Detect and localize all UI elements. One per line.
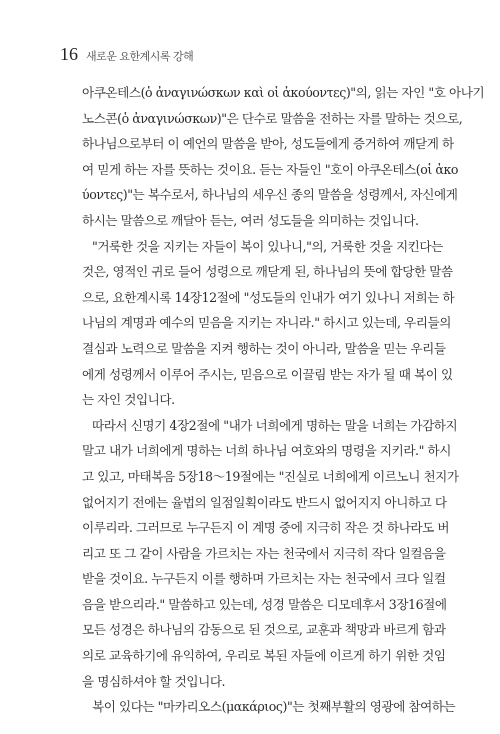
text-line: 것은, 영적인 귀로 들어 성령으로 깨닫게 된, 하나님의 뜻에 합당한 말씀 <box>82 264 453 280</box>
text-line: 아쿠온테스(ὁ ἀναγινώσκων καὶ οἱ ἀκούοντες)"의, 읽는 자인 "호 아나기 <box>82 85 485 100</box>
text-line: 나님의 계명과 예수의 믿음을 지키는 자니라." 하시고 있는데, 우리들의 <box>82 315 451 331</box>
text-line: 이루리라. 그러므로 누구든지 이 계명 중에 지극히 작은 것 하나라도 버 <box>82 520 450 536</box>
text-line: 으로, 요한계시록 14장12절에 "성도들의 인내가 여기 있나니 저희는 하 <box>82 289 455 305</box>
text-line: 말고 내가 너희에게 명하는 너희 하나님 여호와의 명령을 지키라." 하시 <box>82 443 451 459</box>
text-line: ύοντες)"는 복수로서, 하나님의 세우신 종의 말씀을 성령께서, 자신에게 <box>82 187 458 203</box>
text-line: 리고 또 그 같이 사람을 가르치는 자는 천국에서 지극히 작다 일컬음을 <box>82 545 446 561</box>
page-number: 16 <box>60 44 78 64</box>
text-line: 여 믿게 하는 자를 뜻하는 것이요. 듣는 자들인 "호이 아쿠온테스(οἱ ἀκο <box>82 161 459 177</box>
text-line: 따라서 신명기 4장2절에 "내가 너희에게 명하는 말을 너희는 가감하지 <box>92 417 458 433</box>
text-line: 을 명심하셔야 할 것입니다. <box>82 673 226 689</box>
page-header <box>60 44 193 65</box>
text-line: 모든 성경은 하나님의 감동으로 된 것으로, 교훈과 책망과 바르게 함과 <box>82 622 446 638</box>
text-line: 복이 있다는 "마카리오스(μακάριος)"는 첫째부활의 영광에 참여하는 <box>92 699 456 715</box>
text-line: 고 있고, 마태복음 5장18～19절에는 "진실로 너희에게 이르노니 천지가 <box>82 468 459 484</box>
text-line: 하시는 말씀으로 깨달아 듣는, 여러 성도들을 의미하는 것입니다. <box>82 212 419 228</box>
text-line: "거룩한 것을 지키는 자들이 복이 있나니,"의, 거룩한 것을 지킨다는 <box>92 238 443 254</box>
running-title: 새로운 요한계시록 강해 <box>86 50 194 63</box>
text-line: 는 자인 것입니다. <box>82 392 175 408</box>
text-line: 에게 성령께서 이루어 주시는, 믿음으로 이끌림 받는 자가 될 때 복이 있 <box>82 366 453 382</box>
text-line: 하나님으로부터 이 예언의 말씀을 받아, 성도들에게 증거하여 깨닫게 하 <box>82 136 454 152</box>
body-text <box>82 80 485 720</box>
text-line: 노스콘(ὁ ἀναγινώσκων)"은 단수로 말씀을 전하는 자를 말하는 것으로, <box>82 110 463 126</box>
text-line: 없어지기 전에는 율법의 일점일획이라도 반드시 없어지지 아니하고 다 <box>82 494 447 510</box>
text-line: 받을 것이요. 누구든지 이를 행하며 가르치는 자는 천국에서 크다 일컬 <box>82 571 446 587</box>
text-line: 음을 받으리라." 말씀하고 있는데, 성경 말씀은 디모데후서 3장16절에 <box>82 596 447 612</box>
text-line: 결심과 노력으로 말씀을 지켜 행하는 것이 아니라, 말씀을 믿는 우리들 <box>82 340 446 356</box>
text-line: 의로 교육하기에 유익하여, 우리로 복된 자들에 이르게 하기 위한 것임 <box>82 648 446 664</box>
